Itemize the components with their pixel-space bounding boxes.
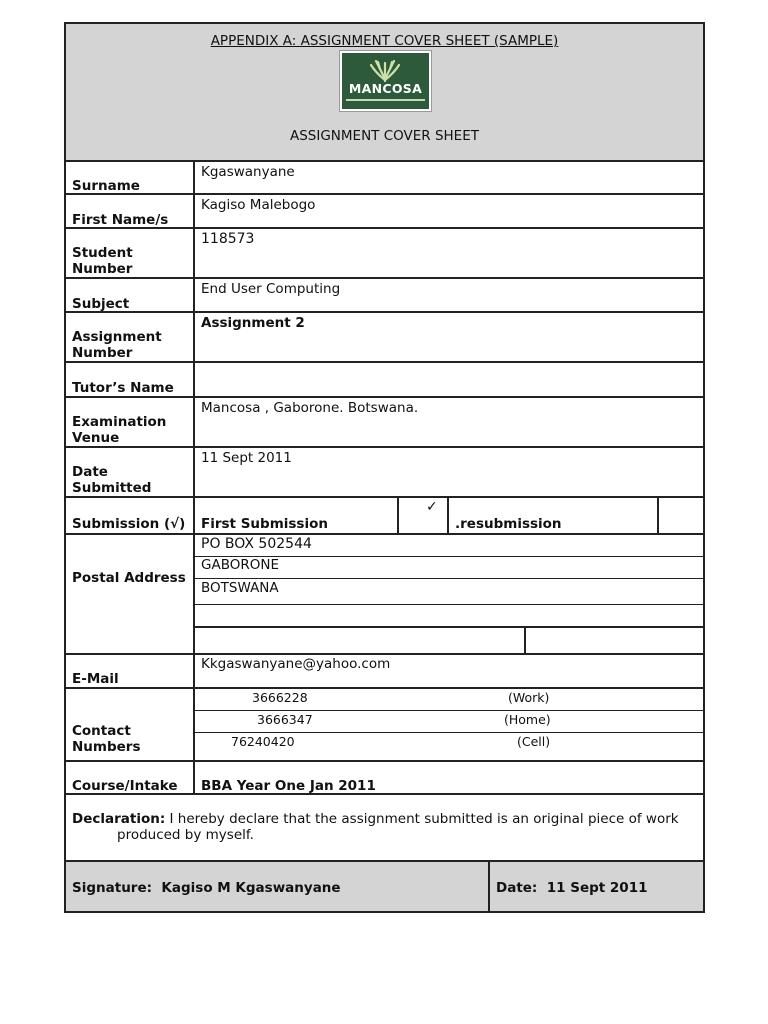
postal-code-right-field[interactable] <box>524 626 705 654</box>
contact-row-work[interactable] <box>193 687 705 711</box>
assignment-number-label: Assignment Number <box>72 329 162 361</box>
postal-address-label-cell <box>64 533 195 654</box>
mancosa-logo <box>339 50 432 112</box>
first-submission-checkbox[interactable] <box>397 496 449 534</box>
postal-address-label: Postal Address <box>72 570 186 586</box>
email-label-cell <box>64 653 195 688</box>
course-intake-value: BBA Year One Jan 2011 <box>201 778 376 794</box>
tutors-name-label: Tutor’s Name <box>72 380 174 396</box>
postal-line-1: PO BOX 502544 <box>201 536 312 552</box>
submission-label-cell <box>64 496 195 534</box>
student-number-value: 118573 <box>201 231 255 247</box>
subject-field[interactable] <box>193 277 705 312</box>
declaration-text-2: produced by myself. <box>117 827 254 843</box>
first-names-label: First Name/s <box>72 212 169 228</box>
assignment-number-label-cell <box>64 311 195 362</box>
date-submitted-label: Date Submitted <box>72 464 152 496</box>
signature-cell[interactable] <box>64 860 490 913</box>
subject-value: End User Computing <box>201 281 341 297</box>
cover-sheet <box>64 22 705 913</box>
first-submission-cell <box>193 496 399 534</box>
exam-venue-label-cell <box>64 396 195 447</box>
first-submission-label: First Submission <box>201 516 328 532</box>
cell-number: 76240420 <box>231 734 295 749</box>
course-intake-label: Course/Intake <box>72 778 178 794</box>
surname-field[interactable] <box>193 160 705 194</box>
date-submitted-value: 11 Sept 2011 <box>201 450 292 466</box>
logo-text: MANCOSA <box>348 81 423 96</box>
cell-type: (Cell) <box>517 734 551 749</box>
sheet-subtitle: ASSIGNMENT COVER SHEET <box>289 128 479 144</box>
first-names-field[interactable] <box>193 193 705 228</box>
assignment-number-value: Assignment 2 <box>201 315 305 331</box>
email-label: E-Mail <box>72 671 119 687</box>
submission-label: Submission (√) <box>72 516 186 532</box>
surname-label: Surname <box>72 178 140 194</box>
assignment-number-field[interactable] <box>193 311 705 362</box>
contact-numbers-label-cell <box>64 687 195 761</box>
postal-line-4-field[interactable] <box>193 604 705 627</box>
home-type: (Home) <box>504 712 551 727</box>
check-icon: ✓ <box>426 499 438 515</box>
work-type: (Work) <box>508 690 550 705</box>
work-number: 3666228 <box>252 690 308 705</box>
exam-venue-label: Examination Venue <box>72 414 167 446</box>
page-title: APPENDIX A: ASSIGNMENT COVER SHEET (SAMPLE) <box>210 33 559 49</box>
postal-code-left-field[interactable] <box>193 626 526 654</box>
postal-line-2-field[interactable] <box>193 556 705 579</box>
resubmission-checkbox[interactable] <box>657 496 705 534</box>
date-value: 11 Sept 2011 <box>546 880 648 896</box>
surname-label-cell <box>64 160 195 194</box>
surname-value: Kgaswanyane <box>201 164 295 180</box>
contact-row-cell[interactable] <box>193 732 705 761</box>
postal-line-3: BOTSWANA <box>201 580 279 596</box>
resubmission-cell <box>447 496 659 534</box>
signature-label: Signature: <box>72 880 153 896</box>
postal-line-1-field[interactable] <box>193 533 705 557</box>
first-names-label-cell <box>64 193 195 228</box>
contact-numbers-label: Contact Numbers <box>72 723 141 755</box>
date-label: Date: <box>496 880 538 896</box>
tutors-name-label-cell <box>64 361 195 397</box>
email-value: Kkgaswanyane@yahoo.com <box>201 656 391 672</box>
student-number-label-cell <box>64 227 195 278</box>
home-number: 3666347 <box>257 712 313 727</box>
declaration-label: Declaration: <box>72 811 166 827</box>
course-intake-label-cell <box>64 760 195 794</box>
signature-value: Kagiso M Kgaswanyane <box>161 880 341 896</box>
subject-label-cell <box>64 277 195 312</box>
email-field[interactable] <box>193 653 705 688</box>
student-number-label: Student Number <box>72 245 133 277</box>
postal-line-2: GABORONE <box>201 557 279 573</box>
date-submitted-label-cell <box>64 446 195 497</box>
declaration-box <box>64 793 705 861</box>
declaration-text: I hereby declare that the assignment submitted is an original piece of work <box>165 811 679 827</box>
exam-venue-field[interactable] <box>193 396 705 447</box>
contact-row-home[interactable] <box>193 710 705 733</box>
course-intake-field[interactable] <box>193 760 705 794</box>
student-number-field[interactable] <box>193 227 705 278</box>
exam-venue-value: Mancosa , Gaborone. Botswana. <box>201 400 419 416</box>
sheet-header <box>64 22 705 161</box>
date-submitted-field[interactable] <box>193 446 705 497</box>
date-cell[interactable] <box>488 860 705 913</box>
tutors-name-field[interactable] <box>193 361 705 397</box>
postal-line-3-field[interactable] <box>193 578 705 605</box>
subject-label: Subject <box>72 296 130 312</box>
resubmission-label: .resubmission <box>455 516 562 532</box>
first-names-value: Kagiso Malebogo <box>201 197 316 213</box>
